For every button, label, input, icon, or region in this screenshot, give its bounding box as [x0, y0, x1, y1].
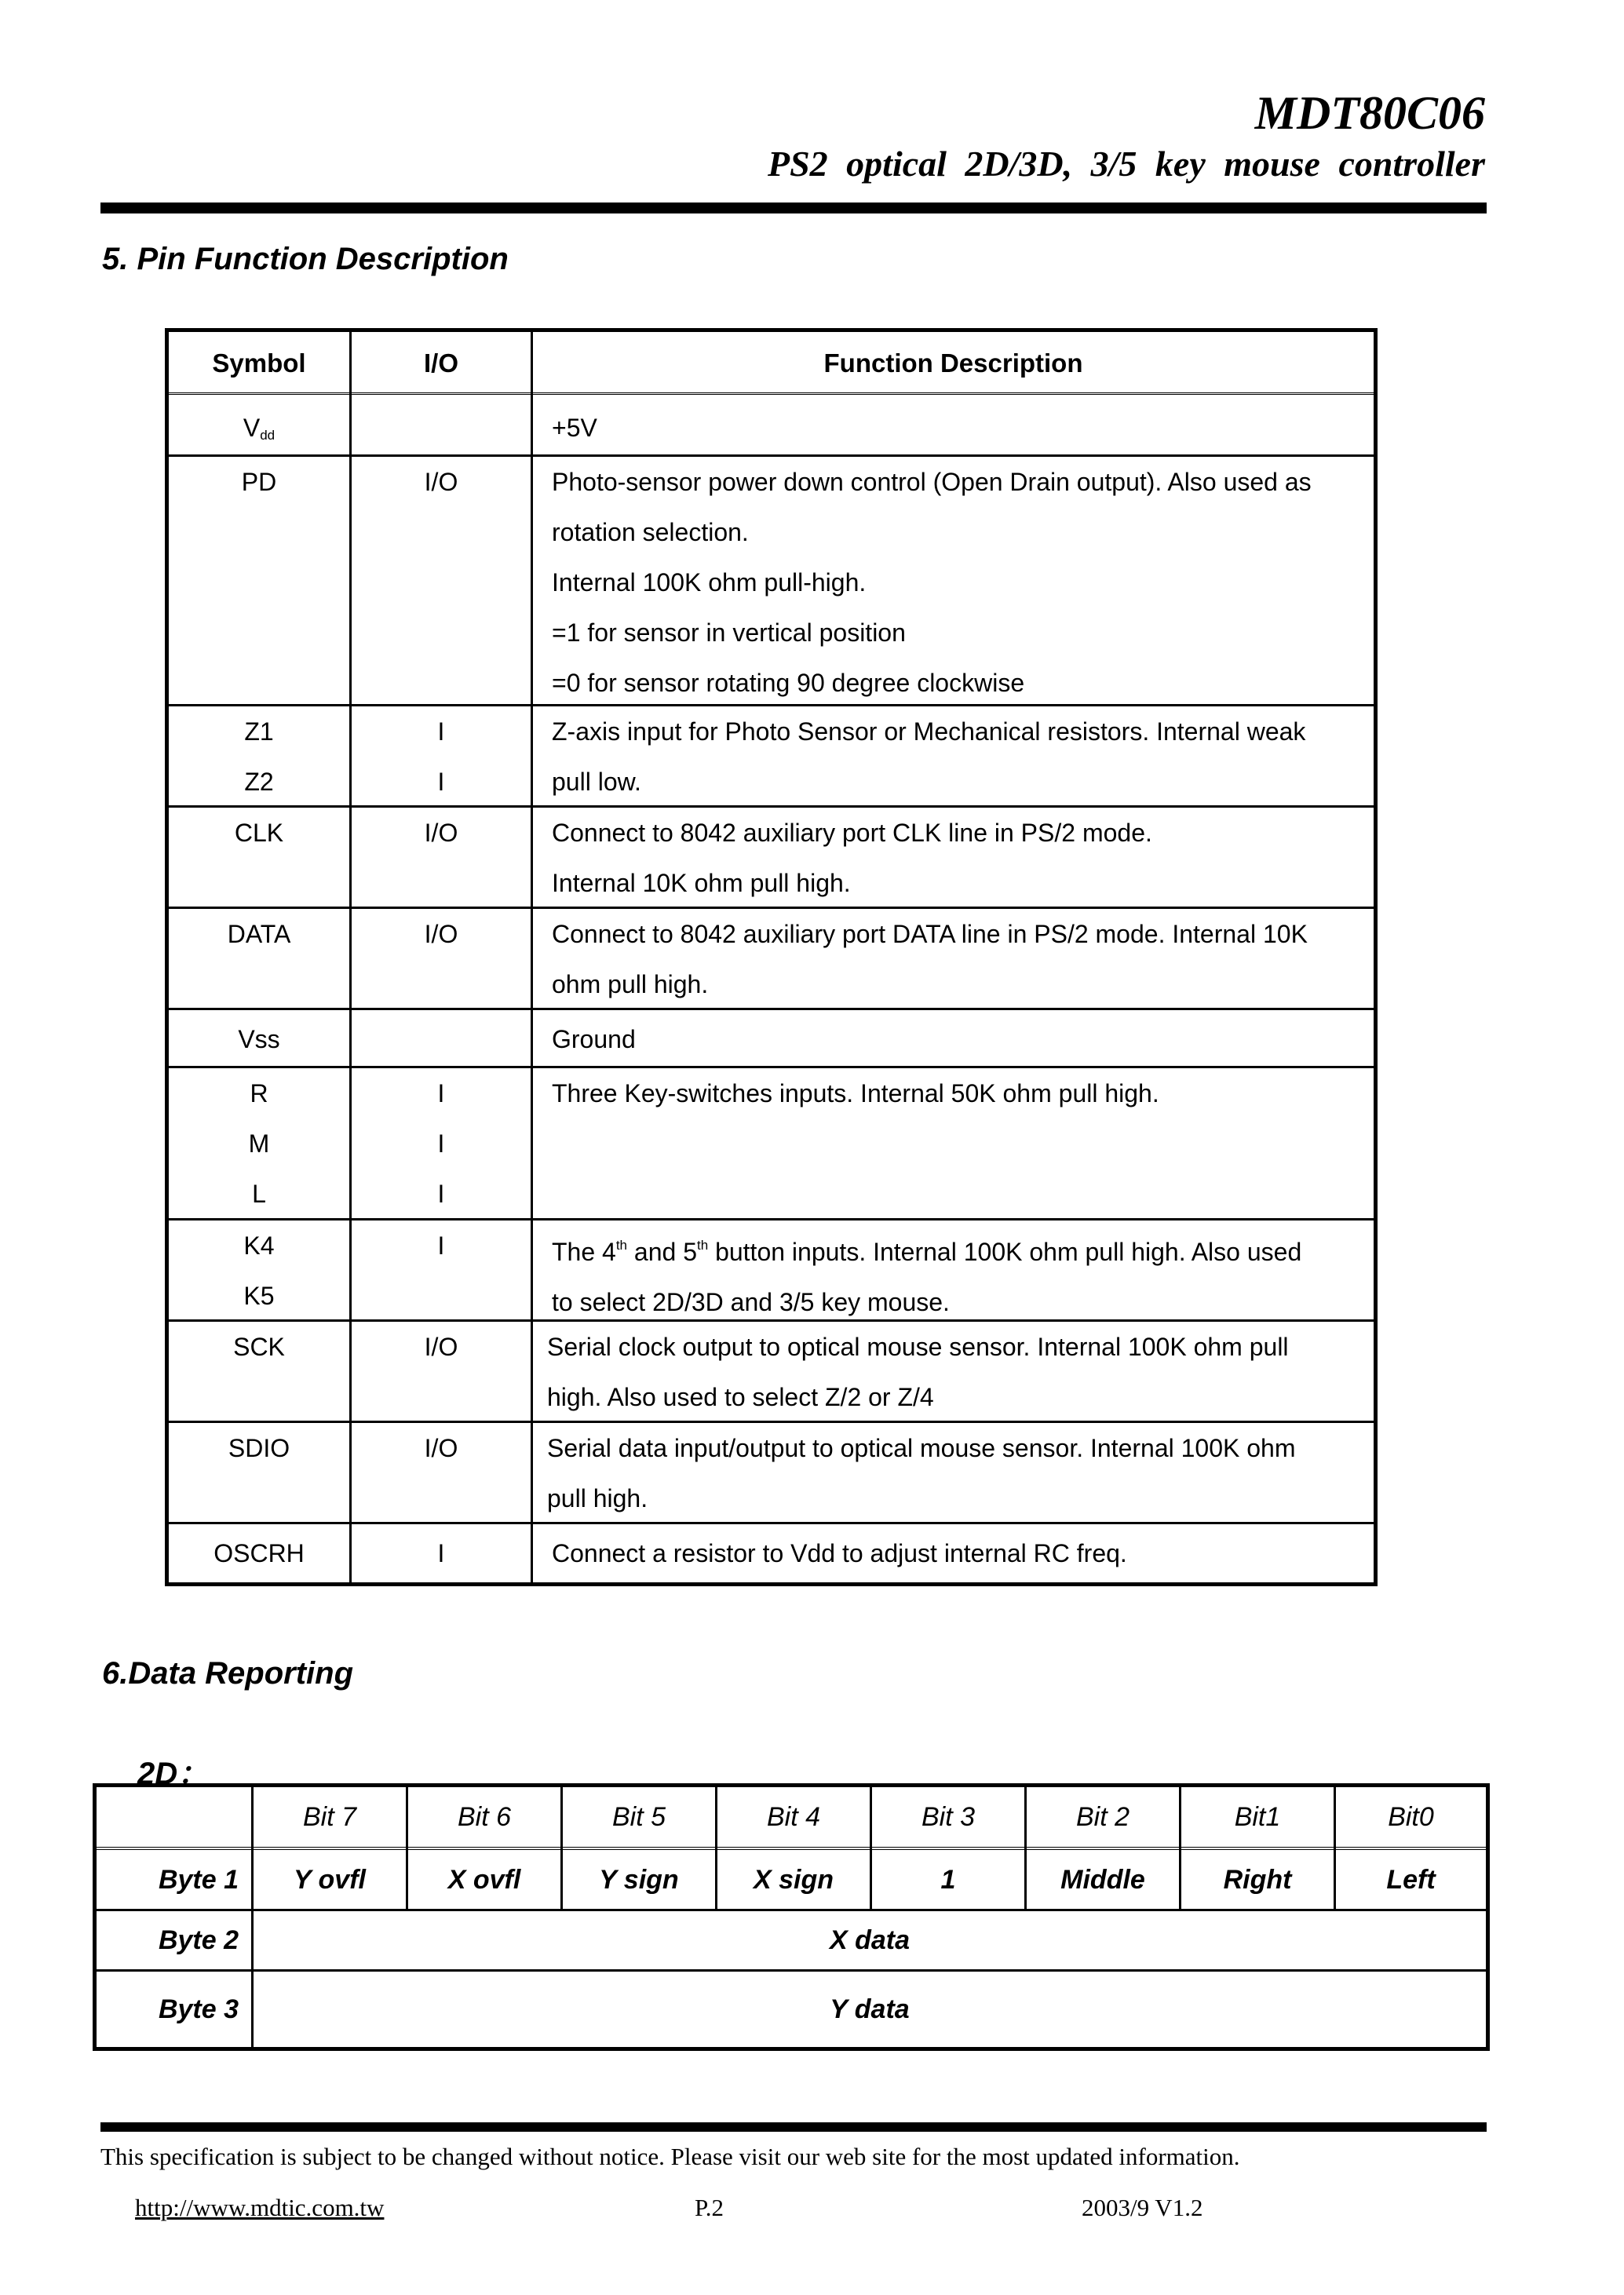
- page-number: P.2: [695, 2194, 724, 2221]
- function-clk: Connect to 8042 auxiliary port CLK line in PS/2 mode. Internal 10K ohm pull high.: [552, 819, 1152, 897]
- data-reporting-table: [93, 1783, 1490, 2051]
- byte-1-bit-4: X sign: [753, 1865, 834, 1895]
- byte-1-bit-0: Left: [1386, 1865, 1436, 1895]
- byte-2-row: [97, 1911, 1486, 1972]
- byte-1-bit-1: Right: [1223, 1865, 1292, 1895]
- function-keys: Three Key-switches inputs. Internal 50K ohm pull high.: [552, 1079, 1159, 1107]
- footer-rule: [100, 2122, 1487, 2132]
- symbol-z: Z1 Z2: [244, 717, 274, 796]
- table-row-sck: [169, 1322, 1374, 1423]
- byte-1-bit-6: X ovfl: [447, 1865, 521, 1895]
- bit-5-header: Bit 5: [611, 1801, 666, 1832]
- byte-3-label: Byte 3: [158, 1994, 239, 2024]
- symbol-k45: K4 K5: [243, 1231, 275, 1310]
- header-io: I/O: [423, 348, 458, 378]
- symbol-vdd: $V_{dd}$: [243, 414, 276, 443]
- function-vss: Ground: [552, 1025, 636, 1053]
- byte-1-label: Byte 1: [158, 1865, 239, 1895]
- table-row-vdd: [169, 399, 1374, 457]
- io-oscrh: I: [437, 1539, 445, 1567]
- io-keys: I I I: [437, 1079, 445, 1208]
- byte-3-row: [97, 1972, 1486, 2047]
- bit-1-header: Bit1: [1234, 1801, 1281, 1832]
- table-row-oscrh: [169, 1524, 1374, 1582]
- symbol-vss: Vss: [238, 1025, 280, 1053]
- table-header-row: [169, 332, 1374, 395]
- symbol-sck: SCK: [233, 1333, 285, 1361]
- table-row-data: [169, 909, 1374, 1010]
- io-pd: I/O: [424, 468, 458, 496]
- io-data: I/O: [424, 920, 458, 948]
- byte-2-value: X data: [829, 1925, 911, 1955]
- function-oscrh: Connect a resistor to Vdd to adjust internal RC freq.: [552, 1539, 1127, 1567]
- header-rule: [100, 202, 1487, 213]
- bit-header-row: [97, 1787, 1486, 1850]
- symbol-clk: CLK: [234, 819, 284, 847]
- bit-0-header: Bit0: [1388, 1801, 1434, 1832]
- table-row-pd: [169, 457, 1374, 706]
- byte-2-label: Byte 2: [158, 1925, 239, 1955]
- pin-function-table: [165, 328, 1378, 1586]
- io-sdio: I/O: [424, 1434, 458, 1462]
- function-z: Z-axis input for Photo Sensor or Mechanical resistors. Internal weak pull low.: [552, 717, 1306, 796]
- io-clk: I/O: [424, 819, 458, 847]
- document-title: MDT80C06: [1254, 87, 1485, 139]
- header-function: Function Description: [823, 348, 1083, 378]
- bit-6-header: Bit 6: [457, 1801, 512, 1832]
- section-6-title: 6.Data Reporting: [102, 1656, 354, 1691]
- symbol-keys: R M L: [248, 1079, 270, 1208]
- symbol-sdio: SDIO: [228, 1434, 290, 1462]
- byte-1-bit-7: Y ovfl: [294, 1865, 366, 1895]
- table-row-vss: [169, 1010, 1374, 1068]
- version-date: 2003/9 V1.2: [1082, 2194, 1203, 2221]
- function-sdio: Serial data input/output to optical mouse sensor. Internal 100K ohm pull high.: [547, 1434, 1296, 1512]
- byte-3-value: Y data: [830, 1994, 910, 2024]
- section-5-title: 5. Pin Function Description: [102, 242, 509, 276]
- io-z: I I: [437, 717, 445, 796]
- bit-2-header: Bit 2: [1075, 1801, 1130, 1832]
- function-vdd: +5V: [552, 414, 597, 442]
- bit-7-header: Bit 7: [302, 1801, 357, 1832]
- website-link[interactable]: http://www.mdtic.com.tw: [135, 2194, 385, 2221]
- symbol-data: DATA: [227, 920, 291, 948]
- function-sck: Serial clock output to optical mouse sensor. Internal 100K ohm pull high. Also used to select Z/2 or Z/4: [547, 1333, 1289, 1411]
- section-2d-subtitle: 2D：: [137, 1757, 210, 1791]
- bit-4-header: Bit 4: [766, 1801, 821, 1832]
- byte-1-bit-2: Middle: [1060, 1865, 1145, 1895]
- io-k45: I: [437, 1231, 445, 1260]
- table-row-keys: [169, 1068, 1374, 1220]
- function-data: Connect to 8042 auxiliary port DATA line in PS/2 mode. Internal 10K ohm pull high.: [552, 920, 1308, 998]
- byte-1-bit-3: 1: [940, 1865, 956, 1895]
- byte-1-row: [97, 1852, 1486, 1911]
- symbol-pd: PD: [241, 468, 277, 496]
- symbol-oscrh: OSCRH: [213, 1539, 305, 1567]
- document-subtitle: PS2 optical 2D/3D, 3/5 key mouse controller: [767, 144, 1485, 184]
- footer-note: This specification is subject to be changed without notice. Please visit our web site for the most updated information.: [100, 2143, 1240, 2170]
- io-sck: I/O: [424, 1333, 458, 1361]
- byte-1-bit-5: Y sign: [599, 1865, 679, 1895]
- table-row-clk: [169, 808, 1374, 909]
- table-row-k45: [169, 1220, 1374, 1322]
- header-symbol: Symbol: [212, 348, 306, 378]
- table-row-sdio: [169, 1423, 1374, 1524]
- bit-3-header: Bit 3: [921, 1801, 976, 1832]
- table-row-z: [169, 706, 1374, 808]
- function-k45: The 4th and 5th button inputs. Internal 100K ohm pull high. Also used to select 2D/3D and 3/5 key mouse.: [552, 1238, 1302, 1316]
- function-pd: Photo-sensor power down control (Open Drain output). Also used as rotation selection. Internal 100K ohm pull-high. =1 for sensor in vertical position =0 for sensor rotating 90 degree clockwise: [552, 468, 1312, 697]
